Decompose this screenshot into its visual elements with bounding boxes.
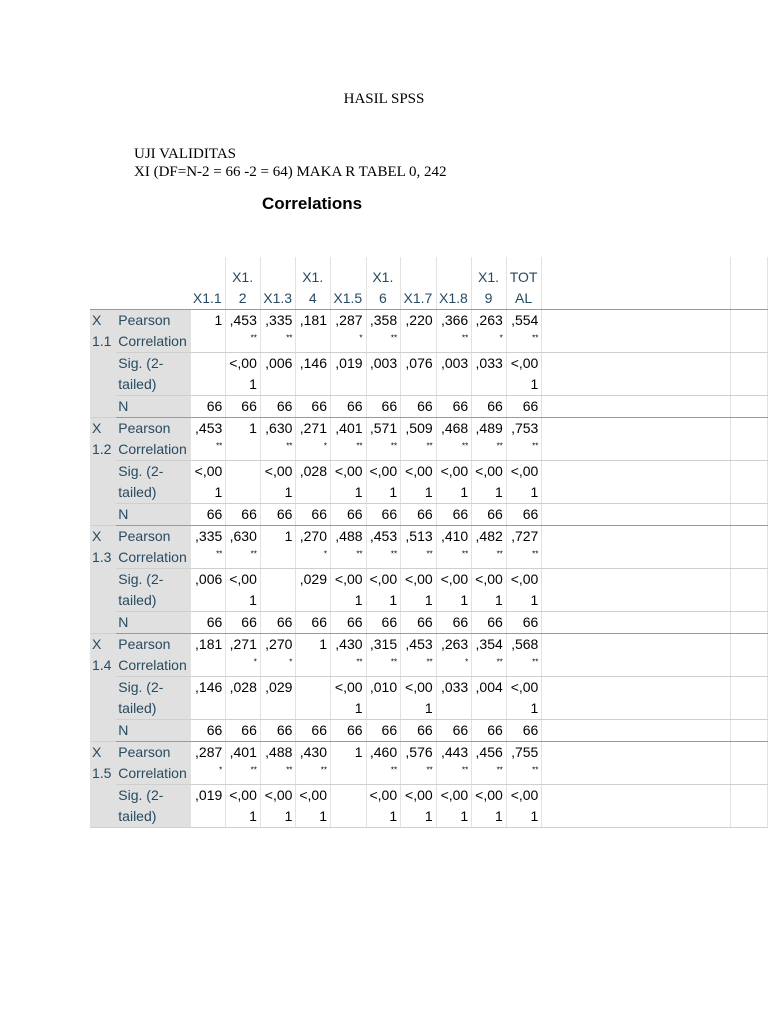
data-cell: ,028 — [296, 461, 331, 504]
table-row — [90, 461, 768, 504]
data-cell: ,271* — [226, 634, 261, 677]
empty-cell — [542, 677, 730, 720]
row-stat-label: Sig. (2-tailed) — [116, 569, 190, 612]
data-cell: ,029 — [296, 569, 331, 612]
data-cell: ,335** — [260, 310, 296, 353]
empty-cell — [730, 418, 767, 461]
data-cell: ,453** — [366, 526, 401, 569]
table-row — [90, 526, 768, 569]
empty-cell — [730, 677, 767, 720]
empty-cell — [730, 504, 767, 526]
significance-marker: ** — [461, 441, 469, 451]
significance-marker: ** — [356, 657, 363, 667]
data-cell — [296, 677, 331, 720]
data-cell: 66 — [260, 720, 296, 742]
empty-cell — [542, 569, 730, 612]
data-cell: ,630** — [226, 526, 261, 569]
empty-cell — [730, 569, 767, 612]
table-row — [90, 677, 768, 720]
significance-marker: ** — [496, 657, 503, 667]
column-header: X1.8 — [436, 257, 472, 310]
data-cell: 66 — [366, 504, 401, 526]
data-cell: 66 — [190, 396, 226, 418]
data-cell: ,287* — [190, 742, 226, 785]
data-cell: 66 — [472, 396, 507, 418]
data-cell: 66 — [366, 612, 401, 634]
empty-cell — [730, 634, 767, 677]
data-cell: 1 — [331, 742, 367, 785]
data-cell: 66 — [296, 396, 331, 418]
table-row — [90, 612, 768, 634]
data-cell: ,366** — [436, 310, 472, 353]
significance-marker: ** — [216, 549, 223, 559]
data-cell: ,033 — [436, 677, 472, 720]
empty-cell — [542, 418, 730, 461]
table-title: Correlations — [262, 194, 363, 213]
data-cell: <,001 — [331, 677, 367, 720]
data-cell: ,443** — [436, 742, 472, 785]
data-cell: ,006 — [260, 353, 296, 396]
significance-marker: ** — [250, 549, 257, 559]
data-cell: 66 — [260, 612, 296, 634]
data-cell: 66 — [401, 504, 437, 526]
data-cell: 66 — [366, 396, 401, 418]
significance-marker: * — [289, 657, 293, 667]
data-cell: 66 — [190, 720, 226, 742]
data-cell: ,354** — [472, 634, 507, 677]
data-cell: ,146 — [296, 353, 331, 396]
table-row — [90, 310, 768, 353]
empty-cell — [542, 785, 730, 828]
column-header: X1.2 — [226, 257, 261, 310]
significance-marker: ** — [426, 441, 433, 451]
header-row — [90, 257, 768, 310]
data-cell: 66 — [260, 396, 296, 418]
empty-cell — [542, 257, 730, 310]
data-cell: ,410** — [436, 526, 472, 569]
empty-cell — [542, 720, 730, 742]
significance-marker: ** — [286, 765, 293, 775]
data-cell: 66 — [506, 612, 542, 634]
significance-marker: ** — [356, 549, 363, 559]
data-cell: ,488** — [331, 526, 367, 569]
data-cell — [331, 785, 367, 828]
data-cell: <,001 — [506, 569, 542, 612]
row-stat-label: N — [116, 720, 190, 742]
data-cell: 66 — [331, 396, 367, 418]
significance-marker: ** — [390, 549, 398, 559]
significance-marker: ** — [496, 549, 503, 559]
row-group-label: X1.2 — [90, 418, 116, 526]
empty-cell — [542, 461, 730, 504]
row-stat-label: Pearson Correlation — [116, 634, 190, 677]
data-cell: 1 — [190, 310, 226, 353]
data-cell: 66 — [401, 396, 437, 418]
row-stat-label: Sig. (2-tailed) — [116, 677, 190, 720]
data-cell: <,001 — [226, 353, 261, 396]
empty-cell — [730, 310, 767, 353]
empty-cell — [542, 504, 730, 526]
row-group-label: X1.1 — [90, 310, 116, 418]
significance-marker: ** — [356, 441, 363, 451]
correlations-table — [90, 257, 768, 828]
data-cell: ,003 — [436, 353, 472, 396]
significance-marker: ** — [390, 765, 398, 775]
data-cell: <,001 — [331, 461, 367, 504]
row-stat-label: Pearson Correlation — [116, 742, 190, 785]
empty-cell — [730, 396, 767, 418]
data-cell: ,488** — [260, 742, 296, 785]
column-header: X1.4 — [296, 257, 331, 310]
significance-marker: ** — [461, 765, 469, 775]
significance-marker: ** — [320, 765, 327, 775]
table-row — [90, 742, 768, 785]
significance-marker: ** — [496, 441, 503, 451]
significance-marker: ** — [532, 657, 539, 667]
data-cell: <,001 — [472, 785, 507, 828]
row-stat-label: Pearson Correlation — [116, 526, 190, 569]
data-cell: <,001 — [260, 461, 296, 504]
empty-cell — [542, 353, 730, 396]
data-cell: <,001 — [226, 569, 261, 612]
significance-marker: ** — [426, 549, 433, 559]
data-cell: ,006 — [190, 569, 226, 612]
significance-marker: * — [323, 441, 327, 451]
section-heading: UJI VALIDITAS — [134, 146, 236, 162]
column-header: X1.7 — [401, 257, 437, 310]
empty-cell — [730, 742, 767, 785]
data-cell: <,001 — [506, 353, 542, 396]
table-row — [90, 634, 768, 677]
table-row — [90, 504, 768, 526]
data-cell: 66 — [226, 720, 261, 742]
significance-marker: * — [323, 549, 327, 559]
empty-cell — [730, 612, 767, 634]
row-stat-label: N — [116, 612, 190, 634]
significance-marker: ** — [286, 333, 293, 343]
table-row — [90, 396, 768, 418]
significance-marker: ** — [496, 765, 503, 775]
empty-cell — [730, 257, 767, 310]
empty-cell — [730, 720, 767, 742]
data-cell: ,468** — [436, 418, 472, 461]
empty-cell — [542, 612, 730, 634]
row-stat-label: Sig. (2-tailed) — [116, 461, 190, 504]
significance-marker: ** — [250, 333, 257, 343]
data-cell: 66 — [436, 612, 472, 634]
significance-marker: * — [359, 333, 363, 343]
data-cell: ,028 — [226, 677, 261, 720]
data-cell: ,146 — [190, 677, 226, 720]
empty-cell — [730, 785, 767, 828]
empty-cell — [542, 526, 730, 569]
empty-cell — [542, 742, 730, 785]
empty-cell — [730, 461, 767, 504]
significance-marker: ** — [216, 441, 223, 451]
data-cell: ,076 — [401, 353, 437, 396]
column-header: X1.5 — [331, 257, 367, 310]
data-cell: ,263* — [472, 310, 507, 353]
significance-marker: ** — [390, 657, 398, 667]
data-cell: <,001 — [190, 461, 226, 504]
significance-marker: ** — [461, 333, 469, 343]
data-cell: 66 — [436, 504, 472, 526]
significance-marker: ** — [532, 441, 539, 451]
data-cell: 66 — [260, 504, 296, 526]
data-cell: <,001 — [401, 569, 437, 612]
data-cell: ,727** — [506, 526, 542, 569]
data-cell: ,460** — [366, 742, 401, 785]
data-cell: ,019 — [331, 353, 367, 396]
data-cell: ,287* — [331, 310, 367, 353]
data-cell: ,029 — [260, 677, 296, 720]
column-header: X1.9 — [472, 257, 507, 310]
data-cell: <,001 — [436, 461, 472, 504]
data-cell: <,001 — [436, 785, 472, 828]
significance-marker: ** — [390, 441, 398, 451]
data-cell: 66 — [472, 720, 507, 742]
data-cell: 1 — [260, 526, 296, 569]
data-cell: <,001 — [436, 569, 472, 612]
data-cell: ,003 — [366, 353, 401, 396]
data-cell — [190, 353, 226, 396]
section-note: XI (DF=N-2 = 66 -2 = 64) MAKA R TABEL 0, 242 — [134, 164, 447, 180]
document-title: HASIL SPSS — [343, 91, 425, 107]
empty-cell — [730, 353, 767, 396]
data-cell: <,001 — [472, 461, 507, 504]
data-cell: ,568** — [506, 634, 542, 677]
data-cell: 66 — [190, 612, 226, 634]
data-cell: 66 — [436, 396, 472, 418]
data-cell: ,554** — [506, 310, 542, 353]
data-cell: <,001 — [366, 785, 401, 828]
data-cell: <,001 — [401, 461, 437, 504]
data-cell: 66 — [190, 504, 226, 526]
data-cell: ,401** — [331, 418, 367, 461]
significance-marker: ** — [532, 333, 539, 343]
table-row — [90, 720, 768, 742]
data-cell: ,509** — [401, 418, 437, 461]
column-header: TOTAL — [506, 257, 542, 310]
data-cell: ,263* — [436, 634, 472, 677]
data-cell: ,755** — [506, 742, 542, 785]
significance-marker: ** — [426, 657, 433, 667]
data-cell: 66 — [331, 720, 367, 742]
data-cell: ,453** — [401, 634, 437, 677]
data-cell: ,315** — [366, 634, 401, 677]
data-cell: <,001 — [506, 785, 542, 828]
data-cell: ,220 — [401, 310, 437, 353]
data-cell: 66 — [296, 504, 331, 526]
data-cell — [260, 569, 296, 612]
data-cell: ,489** — [472, 418, 507, 461]
significance-marker: * — [253, 657, 257, 667]
data-cell: <,001 — [226, 785, 261, 828]
data-cell: 66 — [296, 720, 331, 742]
data-cell: ,358** — [366, 310, 401, 353]
data-cell: <,001 — [296, 785, 331, 828]
row-stat-label: Pearson Correlation — [116, 418, 190, 461]
data-cell: ,033 — [472, 353, 507, 396]
data-cell: 66 — [296, 612, 331, 634]
data-cell: 66 — [226, 504, 261, 526]
significance-marker: ** — [390, 333, 398, 343]
data-cell: 66 — [331, 612, 367, 634]
significance-marker: ** — [461, 549, 469, 559]
data-cell: 1 — [296, 634, 331, 677]
significance-marker: * — [499, 333, 503, 343]
data-cell: ,571** — [366, 418, 401, 461]
significance-marker: ** — [426, 765, 433, 775]
significance-marker: * — [465, 657, 469, 667]
data-cell: 66 — [506, 504, 542, 526]
data-cell: ,456** — [472, 742, 507, 785]
significance-marker: ** — [286, 441, 293, 451]
data-cell: 66 — [506, 720, 542, 742]
row-group-label: X1.4 — [90, 634, 116, 742]
row-stat-label: N — [116, 504, 190, 526]
empty-cell — [730, 526, 767, 569]
data-cell: ,270* — [260, 634, 296, 677]
data-cell: 66 — [226, 612, 261, 634]
empty-cell — [542, 396, 730, 418]
significance-marker: ** — [532, 765, 539, 775]
column-header: X1.1 — [190, 257, 226, 310]
data-cell — [226, 461, 261, 504]
data-cell: 66 — [331, 504, 367, 526]
data-cell: ,271* — [296, 418, 331, 461]
row-stat-label: N — [116, 396, 190, 418]
data-cell: 66 — [226, 396, 261, 418]
row-stat-label: Sig. (2-tailed) — [116, 353, 190, 396]
data-cell: ,270* — [296, 526, 331, 569]
corner-cell — [90, 257, 190, 310]
data-cell: 66 — [506, 396, 542, 418]
significance-marker: * — [219, 765, 223, 775]
significance-marker: ** — [532, 549, 539, 559]
data-cell: ,482** — [472, 526, 507, 569]
column-header: X1.6 — [366, 257, 401, 310]
column-header: X1.3 — [260, 257, 296, 310]
data-cell: 1 — [226, 418, 261, 461]
table-row — [90, 353, 768, 396]
data-cell: <,001 — [401, 785, 437, 828]
row-group-label: X1.5 — [90, 742, 116, 828]
data-cell: 66 — [436, 720, 472, 742]
data-cell: <,001 — [366, 461, 401, 504]
data-cell: <,001 — [472, 569, 507, 612]
row-group-label: X1.3 — [90, 526, 116, 634]
data-cell: ,430** — [296, 742, 331, 785]
data-cell: <,001 — [401, 677, 437, 720]
data-cell: <,001 — [260, 785, 296, 828]
data-cell: ,401** — [226, 742, 261, 785]
data-cell: 66 — [472, 504, 507, 526]
table-row — [90, 569, 768, 612]
data-cell: ,335** — [190, 526, 226, 569]
data-cell: ,181 — [190, 634, 226, 677]
data-cell: 66 — [472, 612, 507, 634]
empty-cell — [542, 634, 730, 677]
data-cell: 66 — [401, 612, 437, 634]
data-cell: ,576** — [401, 742, 437, 785]
row-stat-label: Pearson Correlation — [116, 310, 190, 353]
empty-cell — [542, 310, 730, 353]
data-cell: ,753** — [506, 418, 542, 461]
table-row — [90, 785, 768, 828]
data-cell: 66 — [366, 720, 401, 742]
data-cell: <,001 — [506, 461, 542, 504]
data-cell: ,630** — [260, 418, 296, 461]
data-cell: <,001 — [366, 569, 401, 612]
data-cell: ,019 — [190, 785, 226, 828]
data-cell: ,453** — [226, 310, 261, 353]
data-cell: ,430** — [331, 634, 367, 677]
table-row — [90, 418, 768, 461]
data-cell: ,513** — [401, 526, 437, 569]
significance-marker: ** — [250, 765, 257, 775]
data-cell: ,004 — [472, 677, 507, 720]
data-cell: <,001 — [506, 677, 542, 720]
data-cell: 66 — [401, 720, 437, 742]
data-cell: <,001 — [331, 569, 367, 612]
data-cell: ,010 — [366, 677, 401, 720]
data-cell: ,453** — [190, 418, 226, 461]
data-cell: ,181 — [296, 310, 331, 353]
row-stat-label: Sig. (2-tailed) — [116, 785, 190, 828]
